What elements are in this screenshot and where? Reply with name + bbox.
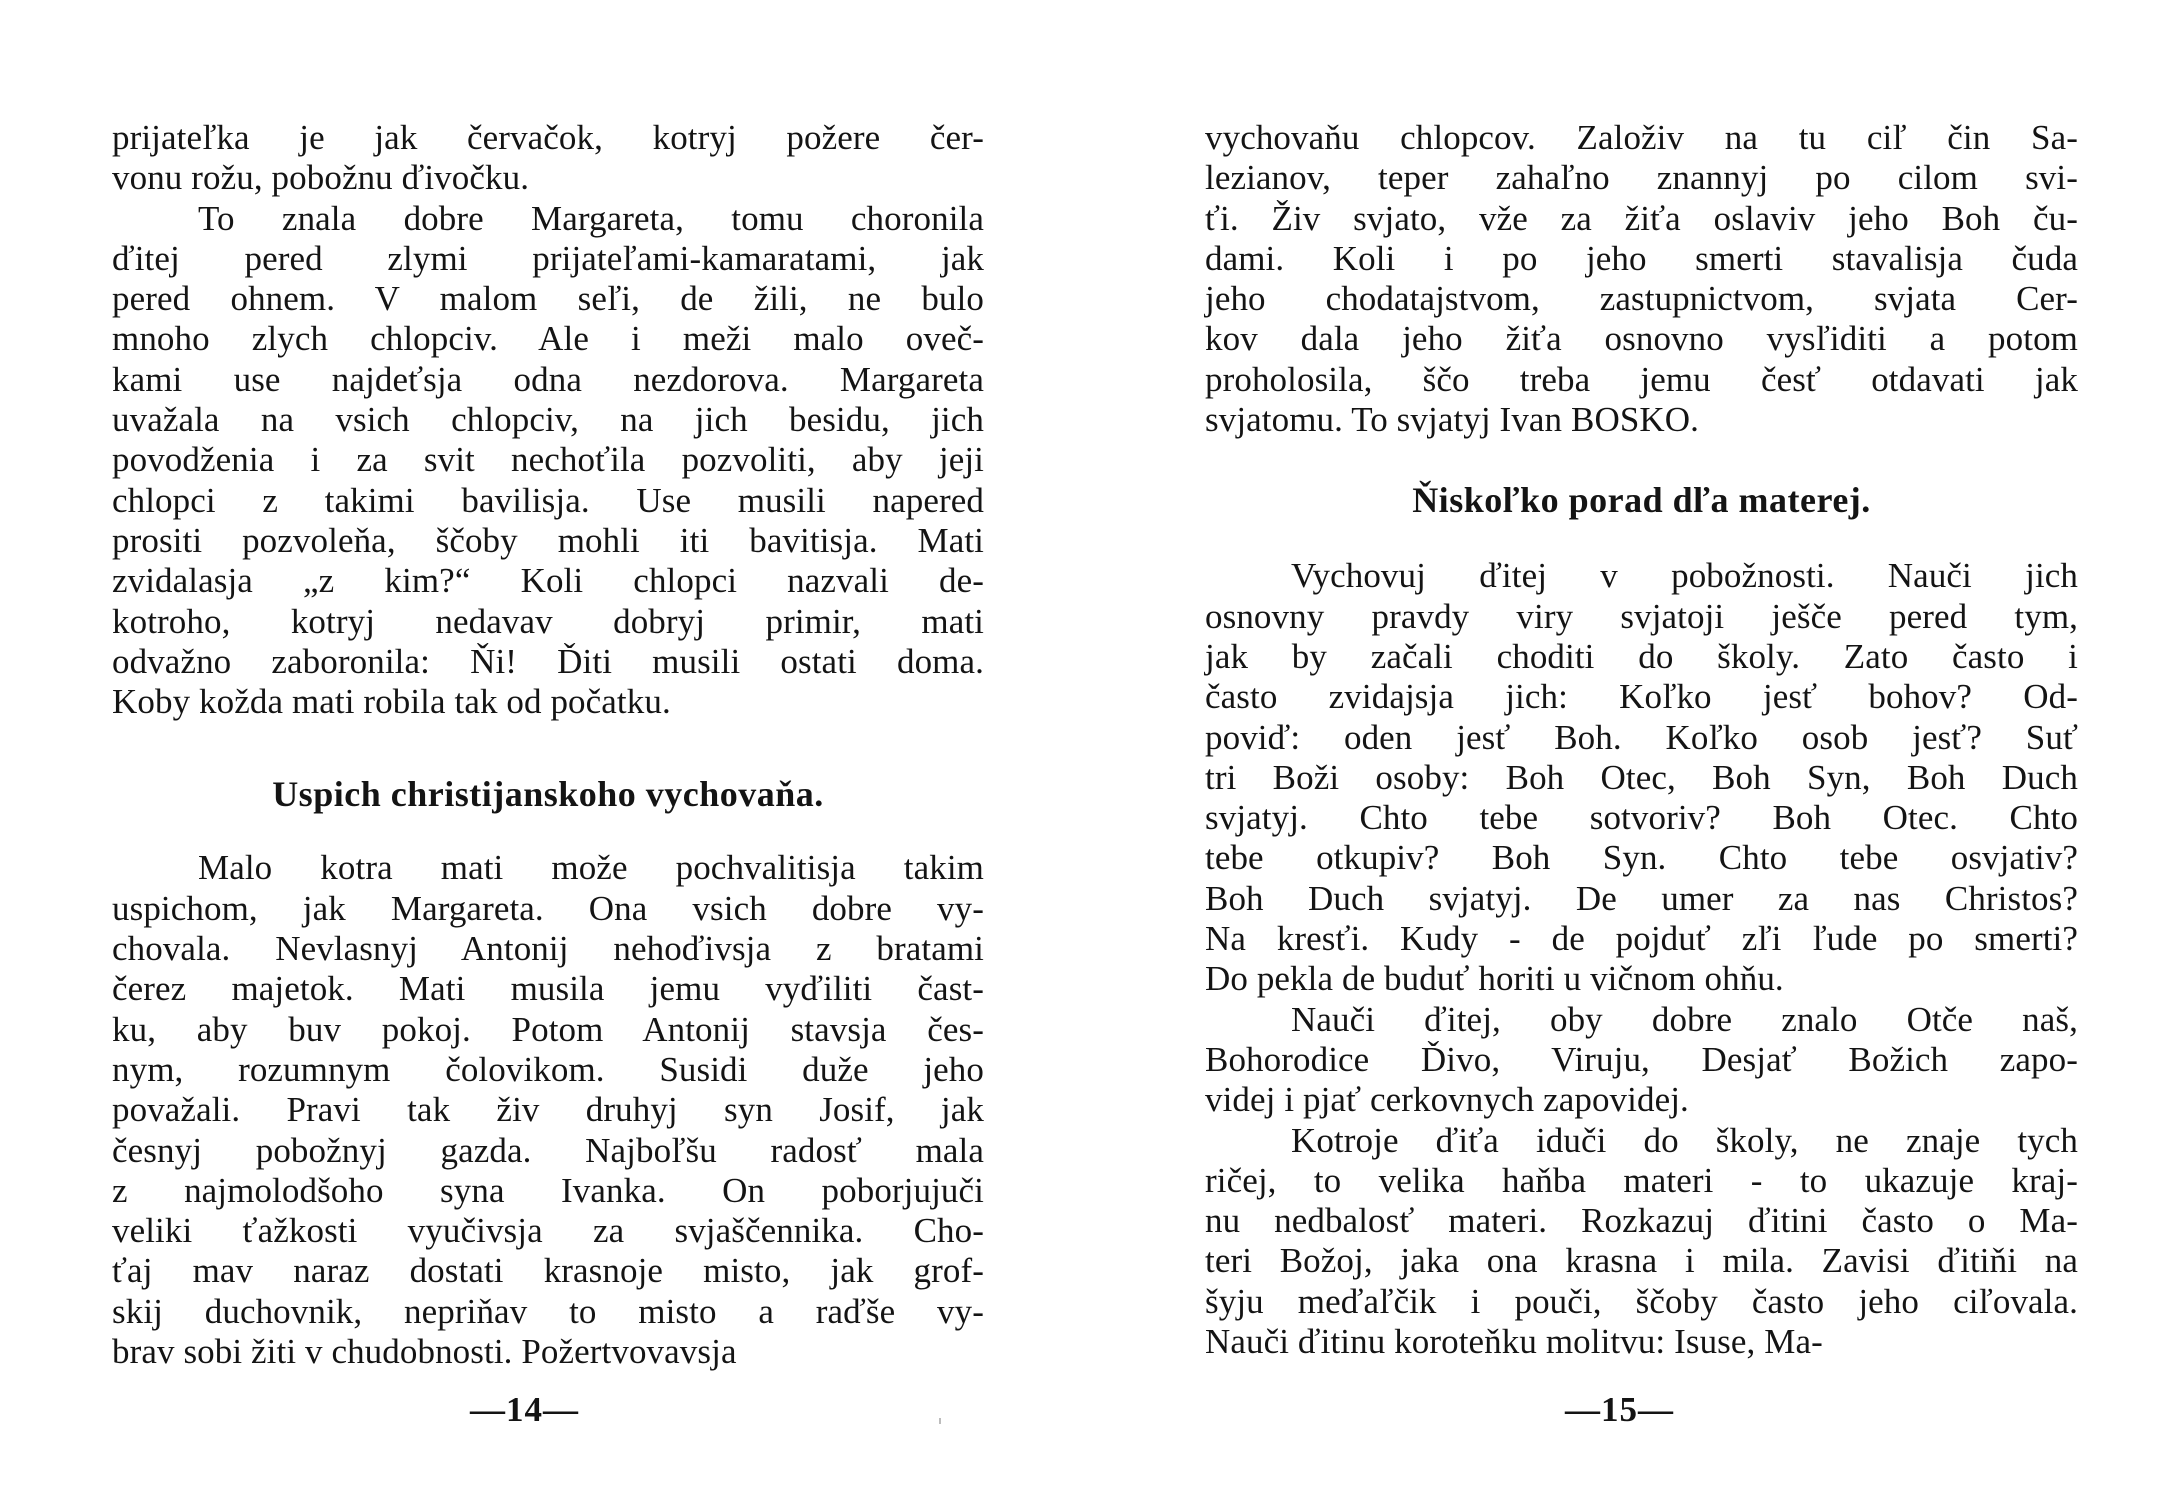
text-line: uvažala na vsich chlopciv, na jich besidu, jich — [112, 400, 984, 440]
section-heading-niskolko: Ňiskoľko porad dľa materej. — [1412, 480, 1871, 521]
text-line: vychovaňu chlopcov. Založiv na tu ciľ čin Sa- — [1205, 118, 2078, 157]
text-line: tri Boži osoby: Boh Otec, Boh Syn, Boh Duch — [1205, 757, 2078, 797]
paragraph — [112, 118, 984, 199]
left-paragraphs-after — [112, 848, 984, 1372]
text-line: Nauči ďitinu koroteňku molitvu: Isuse, Ma- — [1205, 1322, 1823, 1362]
right-paragraphs-before — [1205, 118, 2078, 440]
text-line: vonu rožu, pobožnu ďivočku. — [112, 158, 530, 198]
text-line: ričej, to velika haňba materi - to ukazuje kraj- — [1205, 1160, 2078, 1200]
text-line: Bohorodice Ďivo, Viruju, Desjať Božich zapo- — [1205, 1039, 2078, 1079]
text-line: Koby kožda mati robila tak od počatku. — [112, 682, 671, 722]
text-line: chlopci z takimi bavilisja. Use musili napered — [112, 480, 984, 520]
text-line: osnovny pravdy viry svjatoji ješče pered tym, — [1205, 596, 2078, 636]
text-line: nym, rozumnym čolovikom. Susidi duže jeho — [112, 1049, 984, 1089]
text-line: Do pekla de buduť horiti u vičnom ohňu. — [1205, 959, 1784, 999]
text-line: kami use najdeťsja odna nezdorova. Margareta — [112, 359, 984, 399]
text-line: dami. Koli i po jeho smerti stavalisja čuda — [1205, 238, 2078, 278]
text-line: česnyj pobožnyj gazda. Najboľšu radosť mala — [112, 1130, 984, 1170]
text-line: zvidalasja „z kim?“ Koli chlopci nazvali de- — [112, 561, 984, 601]
text-line: odvažno zaboronila: Ňi! Ďiti musili ostati doma. — [112, 641, 984, 681]
text-line: skij duchovnik, nepriňav to misto a raďše vy- — [112, 1291, 984, 1331]
text-line: svjatomu. To svjatyj Ivan BOSKO. — [1205, 400, 1699, 440]
text-line: videj i pjať cerkovnych zapovidej. — [1205, 1080, 1689, 1120]
text-line: ďitej pered zlymi prijateľami-kamaratami, jak — [112, 238, 984, 278]
paragraph — [112, 848, 984, 1372]
text-line: jeho chodatajstvom, zastupnictvom, svjata Cer- — [1205, 279, 2078, 319]
text-line: ku, aby buv pokoj. Potom Antonij stavsja čes- — [112, 1009, 984, 1049]
text-line: ťi. Živ svjato, vže za žiťa oslaviv jeho Boh ču- — [1205, 198, 2078, 238]
right-page — [1080, 0, 2160, 1500]
text-line: chovala. Nevlasnyj Antonij nehoďivsja z bratami — [112, 929, 984, 969]
text-line: povodženia i za svit nechoťila pozvoliti, aby jeji — [112, 440, 984, 480]
text-line: veliki ťažkosti vyučivsja za svjaščennika. Cho- — [112, 1211, 984, 1251]
text-line: mnoho zlych chlopciv. Ale i meži malo oveč- — [112, 319, 984, 359]
text-line: Malo kotra mati može pochvalitisja takim — [198, 848, 984, 888]
text-line: Na kresťi. Kudy - de pojduť zľi ľude po smerti? — [1205, 919, 2078, 959]
text-line: prijateľka je jak červačok, kotryj požere čer- — [112, 118, 984, 157]
right-paragraphs-after — [1205, 556, 2078, 1362]
paragraph — [1205, 118, 2078, 440]
text-line: prositi pozvoleňa, ščoby mohli iti bavitisja. Mati — [112, 520, 984, 560]
right-text-column — [1205, 118, 2078, 1362]
text-line: tebe otkupiv? Boh Syn. Chto tebe osvjativ? — [1205, 838, 2078, 878]
text-line: nu nedbalosť materi. Rozkazuj ďitini často o Ma- — [1205, 1201, 2078, 1241]
text-line: ťaj mav naraz dostati krasnoje misto, jak grof- — [112, 1251, 984, 1291]
text-line: kotroho, kotryj nedavav dobryj primir, mati — [112, 601, 984, 641]
section-heading-uspich: Uspich christijanskoho vychovaňa. — [272, 774, 824, 815]
page-number-right: —15— — [1565, 1390, 1674, 1429]
text-line: čerez majetok. Mati musila jemu vyďiliti čast- — [112, 969, 984, 1009]
paragraph — [1205, 556, 2078, 999]
text-line: Kotroje ďiťa iduči do školy, ne znaje tych — [1291, 1120, 2078, 1160]
text-line: jak by začali choditi do školy. Zato často i — [1205, 636, 2078, 676]
text-line: proholosila, ščo treba jemu česť otdavati jak — [1205, 359, 2078, 399]
paragraph — [1205, 1000, 2078, 1121]
text-line: Boh Duch svjatyj. De umer za nas Christos? — [1205, 878, 2078, 918]
page-number-left: —14— — [470, 1390, 579, 1429]
text-line: často zvidajsja jich: Koľko jesť bohov? Od- — [1205, 677, 2078, 717]
text-line: kov dala jeho žiťa osnovno vysľiditi a potom — [1205, 319, 2078, 359]
text-line: Nauči ďitej, oby dobre znalo Otče naš, — [1291, 999, 2078, 1039]
text-line: pered ohnem. V malom seľi, de žili, ne bulo — [112, 279, 984, 319]
text-line: uspichom, jak Margareta. Ona vsich dobre vy- — [112, 888, 984, 928]
text-line: teri Božoj, jaka ona krasna i mila. Zavisi ďitiňi na — [1205, 1241, 2078, 1281]
text-line: lezianov, teper zahaľno znannyj po cilom svi- — [1205, 158, 2078, 198]
left-text-column — [112, 118, 984, 1372]
text-line: šyju meďaľčik i pouči, ščoby často jeho ciľovala. — [1205, 1281, 2078, 1321]
text-line: z najmolodšoho syna Ivanka. On poborjujuči — [112, 1170, 984, 1210]
text-line: svjatyj. Chto tebe sotvoriv? Boh Otec. Chto — [1205, 798, 2078, 838]
scan-speck — [939, 1418, 941, 1424]
text-line: brav sobi žiti v chudobnosti. Požertvovavsja — [112, 1332, 737, 1372]
text-line: považali. Pravi tak živ druhyj syn Josif, jak — [112, 1090, 984, 1130]
paragraph — [1205, 1121, 2078, 1363]
text-line: poviď: oden jesť Boh. Koľko osob jesť? Suť — [1205, 717, 2078, 757]
paragraph — [112, 199, 984, 723]
text-line: To znala dobre Margareta, tomu choronila — [198, 198, 984, 238]
text-line: Vychovuj ďitej v pobožnosti. Nauči jich — [1291, 556, 2078, 596]
left-paragraphs-before — [112, 118, 984, 722]
